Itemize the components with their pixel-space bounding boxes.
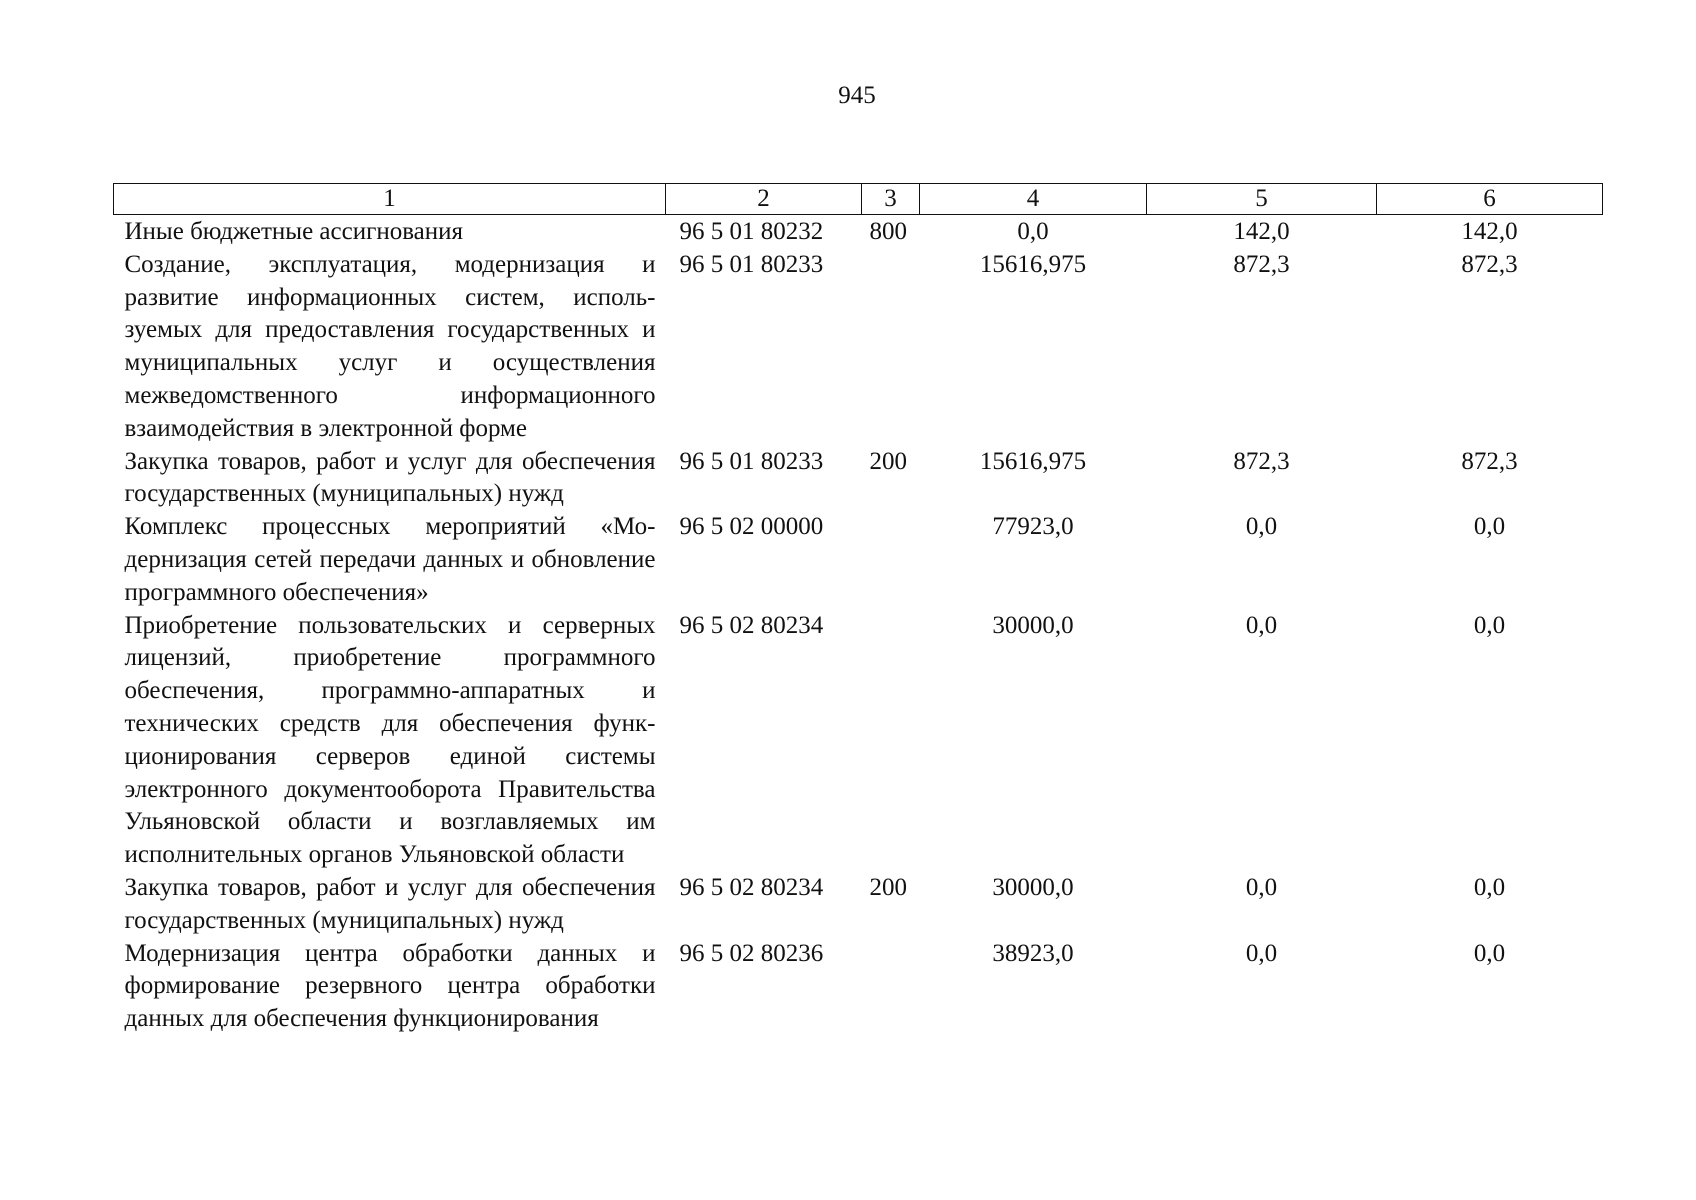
row-name: Создание, эксплуатация, модернизация и развитие информационных систем, используемых для предоставления государственных и муниципальных услуг и осуществления межведомственного информационного взаимодействия в электронной форме (124, 250, 656, 442)
row-value-4: 30000,0 (992, 873, 1074, 901)
row-expense-type: 200 (869, 873, 907, 901)
row-value-6: 0,0 (1473, 939, 1506, 967)
column-header-2: 2 (666, 184, 862, 215)
table-row (114, 610, 1603, 872)
row-name: Закупка товаров, работ и услуг для обеспечения государственных (муниципальных) нужд (124, 873, 656, 934)
row-value-4: 15616,975 (979, 250, 1087, 278)
row-target-code: 96 5 02 80234 (679, 873, 824, 901)
row-value-5: 0,0 (1245, 873, 1278, 901)
row-target-code: 96 5 02 00000 (679, 513, 824, 541)
row-value-6: 142,0 (1461, 218, 1518, 245)
row-target-code: 96 5 01 80232 (679, 218, 824, 245)
row-value-4: 0,0 (1017, 218, 1049, 245)
column-header-1: 1 (114, 184, 666, 215)
row-value-4: 77923,0 (992, 513, 1074, 541)
row-target-code: 96 5 02 80236 (679, 939, 824, 967)
row-value-6: 0,0 (1473, 611, 1506, 639)
row-name: Приобретение пользовательских и серверных лицензий, приобретение программного обеспечения, программно-аппаратных и технических средств для обеспечения функционирования серверов единой системы электронного документооборота Правительства Ульяновской области и возглавляемых им исполнительных органов Ульяновской области (124, 611, 656, 869)
table-row (114, 249, 1603, 446)
row-target-code: 96 5 01 80233 (679, 250, 824, 278)
row-value-5: 872,3 (1233, 447, 1290, 475)
row-name: Иные бюджетные ассигнования (124, 218, 464, 245)
column-header-6: 6 (1377, 184, 1603, 215)
row-target-code: 96 5 01 80233 (679, 447, 824, 475)
row-value-5: 142,0 (1233, 218, 1290, 245)
row-value-6: 872,3 (1461, 447, 1518, 475)
row-value-4: 38923,0 (992, 939, 1074, 967)
row-value-5: 0,0 (1245, 939, 1278, 967)
column-header-5: 5 (1147, 184, 1377, 215)
row-expense-type (862, 249, 920, 446)
table-body (114, 215, 1603, 1036)
row-expense-type (862, 610, 920, 872)
row-expense-type (862, 938, 920, 1036)
row-value-4: 15616,975 (979, 447, 1087, 475)
row-value-5: 0,0 (1245, 513, 1278, 541)
row-value-5: 0,0 (1245, 611, 1278, 639)
row-expense-type: 800 (869, 218, 907, 245)
table-row (114, 938, 1603, 1036)
page-number: 945 (838, 82, 876, 109)
row-name: Комплекс процессных мероприятий «Модернизация сетей передачи данных и обновление программного обеспечения» (124, 513, 656, 606)
table-row (114, 215, 1603, 249)
header-row (114, 184, 1603, 215)
column-header-4: 4 (920, 184, 1147, 215)
table-row (114, 511, 1603, 609)
table-header (114, 184, 1603, 215)
row-name: Модернизация центра обработки данных и формирование резервного центра обработки данных для обеспечения функционирования (124, 939, 656, 1033)
row-expense-type (862, 511, 920, 609)
row-value-6: 872,3 (1461, 250, 1518, 278)
row-value-5: 872,3 (1233, 250, 1290, 278)
table-row (114, 446, 1603, 512)
budget-table (113, 183, 1603, 1036)
row-value-4: 30000,0 (992, 611, 1074, 639)
row-value-6: 0,0 (1473, 513, 1506, 541)
row-expense-type: 200 (869, 447, 907, 475)
table-row (114, 872, 1603, 938)
row-target-code: 96 5 02 80234 (679, 611, 824, 639)
column-header-3: 3 (862, 184, 920, 215)
row-name: Закупка товаров, работ и услуг для обеспечения государственных (муниципальных) нужд (124, 447, 656, 508)
row-value-6: 0,0 (1473, 873, 1506, 901)
